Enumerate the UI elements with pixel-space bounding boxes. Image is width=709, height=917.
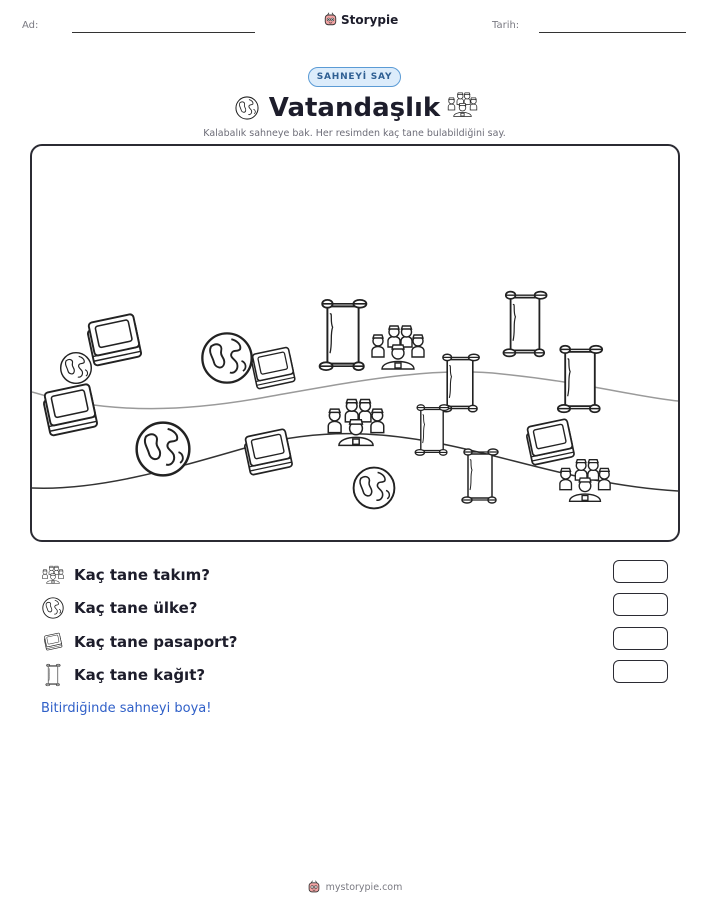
storypie-logo-icon	[323, 12, 338, 27]
name-field[interactable]	[72, 32, 255, 33]
page-title: Vatandaşlık	[268, 93, 441, 123]
question-label: Kaç tane pasaport?	[74, 633, 238, 651]
answer-box-papers[interactable]	[613, 660, 668, 683]
date-label: Tarih:	[492, 20, 520, 31]
instructions: Kalabalık sahneye bak. Her resimden kaç tane bulabildiğini say.	[203, 128, 506, 139]
answer-box-countries[interactable]	[613, 593, 668, 616]
footer	[0, 880, 709, 894]
question-passports	[41, 630, 681, 656]
team-icon	[41, 563, 65, 587]
passport-icon	[86, 314, 142, 366]
coloring-instruction: Bitirdiğinde sahneyi boya!	[41, 701, 212, 716]
globe-icon	[41, 596, 65, 620]
footer-site[interactable]: mystorypie.com	[325, 881, 403, 893]
scene-drawing	[32, 146, 678, 540]
answer-box-teams[interactable]	[613, 560, 668, 583]
passport-icon	[42, 384, 98, 436]
team-icon	[446, 90, 479, 120]
paper-scroll-icon	[441, 354, 479, 412]
counting-scene[interactable]	[30, 144, 680, 542]
brand-name: Storypie	[341, 12, 399, 27]
passport-icon	[250, 347, 295, 389]
storypie-logo-icon	[307, 880, 321, 894]
globe-icon	[137, 423, 190, 476]
question-teams	[41, 563, 681, 589]
paper-scroll-icon	[558, 346, 602, 413]
question-label: Kaç tane ülke?	[74, 599, 198, 617]
team-icon	[560, 460, 610, 502]
team-icon	[328, 400, 383, 446]
passport-icon	[41, 630, 65, 654]
answer-box-passports[interactable]	[613, 627, 668, 650]
name-label: Ad:	[22, 20, 39, 31]
paper-scroll-icon	[320, 300, 367, 370]
paper-scroll-icon	[503, 292, 546, 357]
question-label: Kaç tane kağıt?	[74, 666, 206, 684]
team-icon	[372, 326, 424, 369]
question-countries	[41, 596, 681, 622]
globe-icon	[202, 333, 251, 382]
activity-badge: SAHNEYİ SAY	[308, 67, 401, 87]
question-label: Kaç tane takım?	[74, 566, 210, 584]
date-field[interactable]	[539, 32, 686, 33]
paper-scroll-icon	[415, 405, 449, 455]
paper-scroll-icon	[41, 663, 65, 687]
question-papers	[41, 663, 681, 689]
passport-icon	[243, 429, 293, 475]
brand-logo	[323, 12, 398, 27]
globe-icon	[354, 468, 395, 509]
passport-icon	[525, 419, 575, 465]
paper-scroll-icon	[462, 449, 498, 503]
globe-icon	[61, 353, 92, 384]
